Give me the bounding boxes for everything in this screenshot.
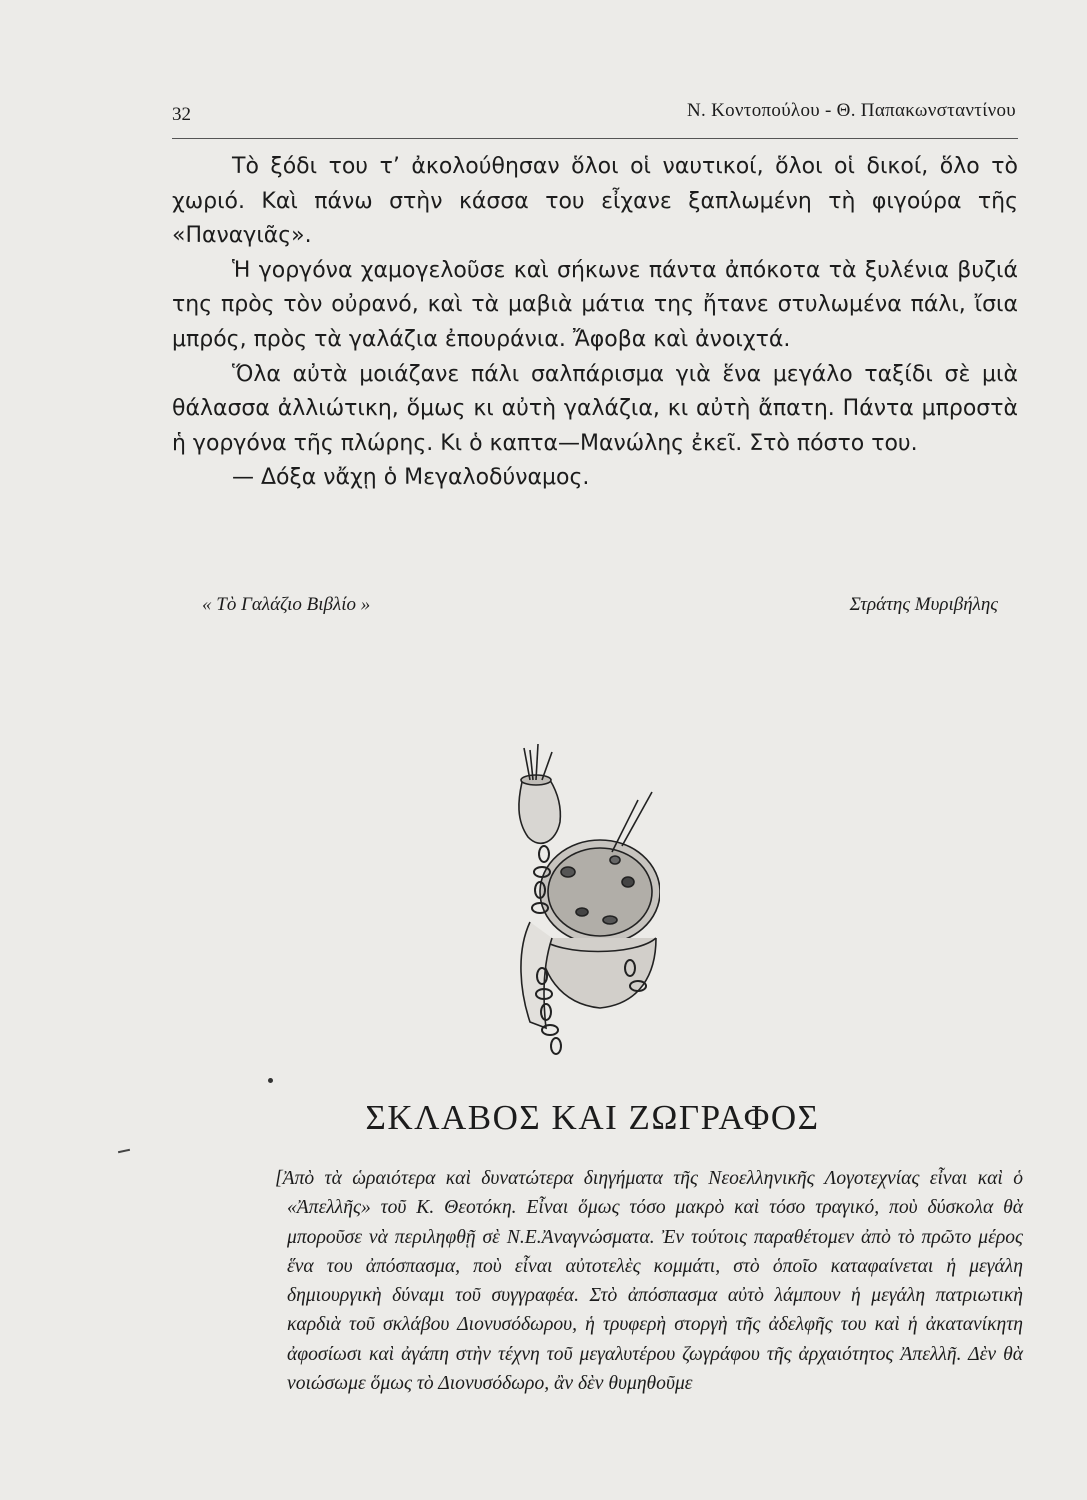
section-title-text: ΣΚΛΑΒΟΣ ΚΑΙ ΖΩΓΡΑΦΟΣ (365, 1098, 820, 1137)
page-number: 32 (172, 104, 191, 125)
print-mark (118, 1149, 130, 1153)
intro-paragraph: [Ἀπὸ τὰ ὡραιότερα καὶ δυνατώτερα διηγήματα τῆς Νεοελληνικῆς Λογοτεχνίας εἶναι καὶ ὁ «Ἀπελλῆς» τοῦ Κ. Θεοτόκη. Εἶναι ὅμως τόσο μακρὸ καὶ τόσο τραγικό, ποὺ δύσκολα θὰ μποροῦσε νὰ περιληφθῇ σὲ Ν.Ε.Ἀναγνώσματα. Ἐν τούτοις παραθέτομεν ἀπὸ τὸ πρῶτο μέρος ἕνα του ἀπόσπασμα, ποὺ εἶναι αὐτοτελὲς κομμάτι, στὸ ὁποῖο καταφαίνεται ἡ μεγάλη δημιουργικὴ δύναμι τοῦ συγγραφέα. Στὸ ἀπόσπασμα αὐτὸ λάμπουν ἡ μεγάλη πατριωτικὴ καρδιὰ τοῦ σκλάβου Διονυσόδωρου, ἡ τρυφερὴ στοργὴ τῆς ἀδελφῆς του καὶ ἡ ἀκατανίκητη ἀφοσίωσι καὶ ἀγάπη στὴν τέχνη τοῦ μεγαλυτέρου ζωγράφου τῆς ἀρχαιότητος Ἀπελλῆ. Δὲν θὰ νοιώσωμε ὅμως τὸ Διονυσόδωρο, ἂν δὲν θυμηθοῦμε (275, 1168, 1023, 1395)
story-paragraph: Τὸ ξόδι του τ’ ἀκολούθησαν ὅλοι οἱ ναυτικοί, ὅλοι οἱ δικοί, ὅλο τὸ χωριό. Καὶ πάνω στὴν κάσσα του εἶχανε ξαπλωμένη τὴ φιγούρα τῆς «Παναγιᾶς». (172, 154, 1018, 249)
print-speck (268, 1078, 273, 1083)
section-introduction (275, 1164, 1023, 1398)
story-paragraph: Ὅλα αὐτὰ μοιάζανε πάλι σαλπάρισμα γιὰ ἕνα μεγάλο ταξίδι σὲ μιὰ θάλασσα ἀλλιώτικη, ὅμως κι αὐτὴ γαλάζια, κι αὐτὴ ἄπατη. Πάντα μπροστὰ ἡ γοργόνα τῆς πλώρης. Κι ὁ καπτα—Μανώλης ἐκεῖ. Στὸ πόστο του. (172, 361, 1018, 456)
book-reference: « Τὸ Γαλάζιο Βιβλίο » (202, 594, 371, 615)
author-name: Στράτης Μυριβήλης (849, 594, 998, 615)
artist-palette-brushes-vase-chain-icon (500, 742, 660, 1060)
story-excerpt (172, 150, 1018, 496)
running-head (172, 98, 1018, 139)
source-attribution (172, 594, 1018, 622)
section-title (0, 1098, 1087, 1138)
running-title: Ν. Κοντοπούλου - Θ. Παπακωνσταντίνου (686, 100, 1016, 121)
story-closing-line: — Δόξα νἄχῃ ὁ Μεγαλοδύναμος. (232, 465, 590, 491)
story-paragraph: Ἡ γοργόνα χαμογελοῦσε καὶ σήκωνε πάντα ἀπόκοτα τὰ ξυλένια βυζιά της πρὸς τὸν οὐρανό, καὶ τὰ μαβιὰ μάτια της ἤτανε στυλωμένα πάλι, ἴσια μπρός, πρὸς τὰ γαλάζια ἐπουράνια. Ἄφοβα καὶ ἀνοιχτά. (172, 257, 1018, 352)
